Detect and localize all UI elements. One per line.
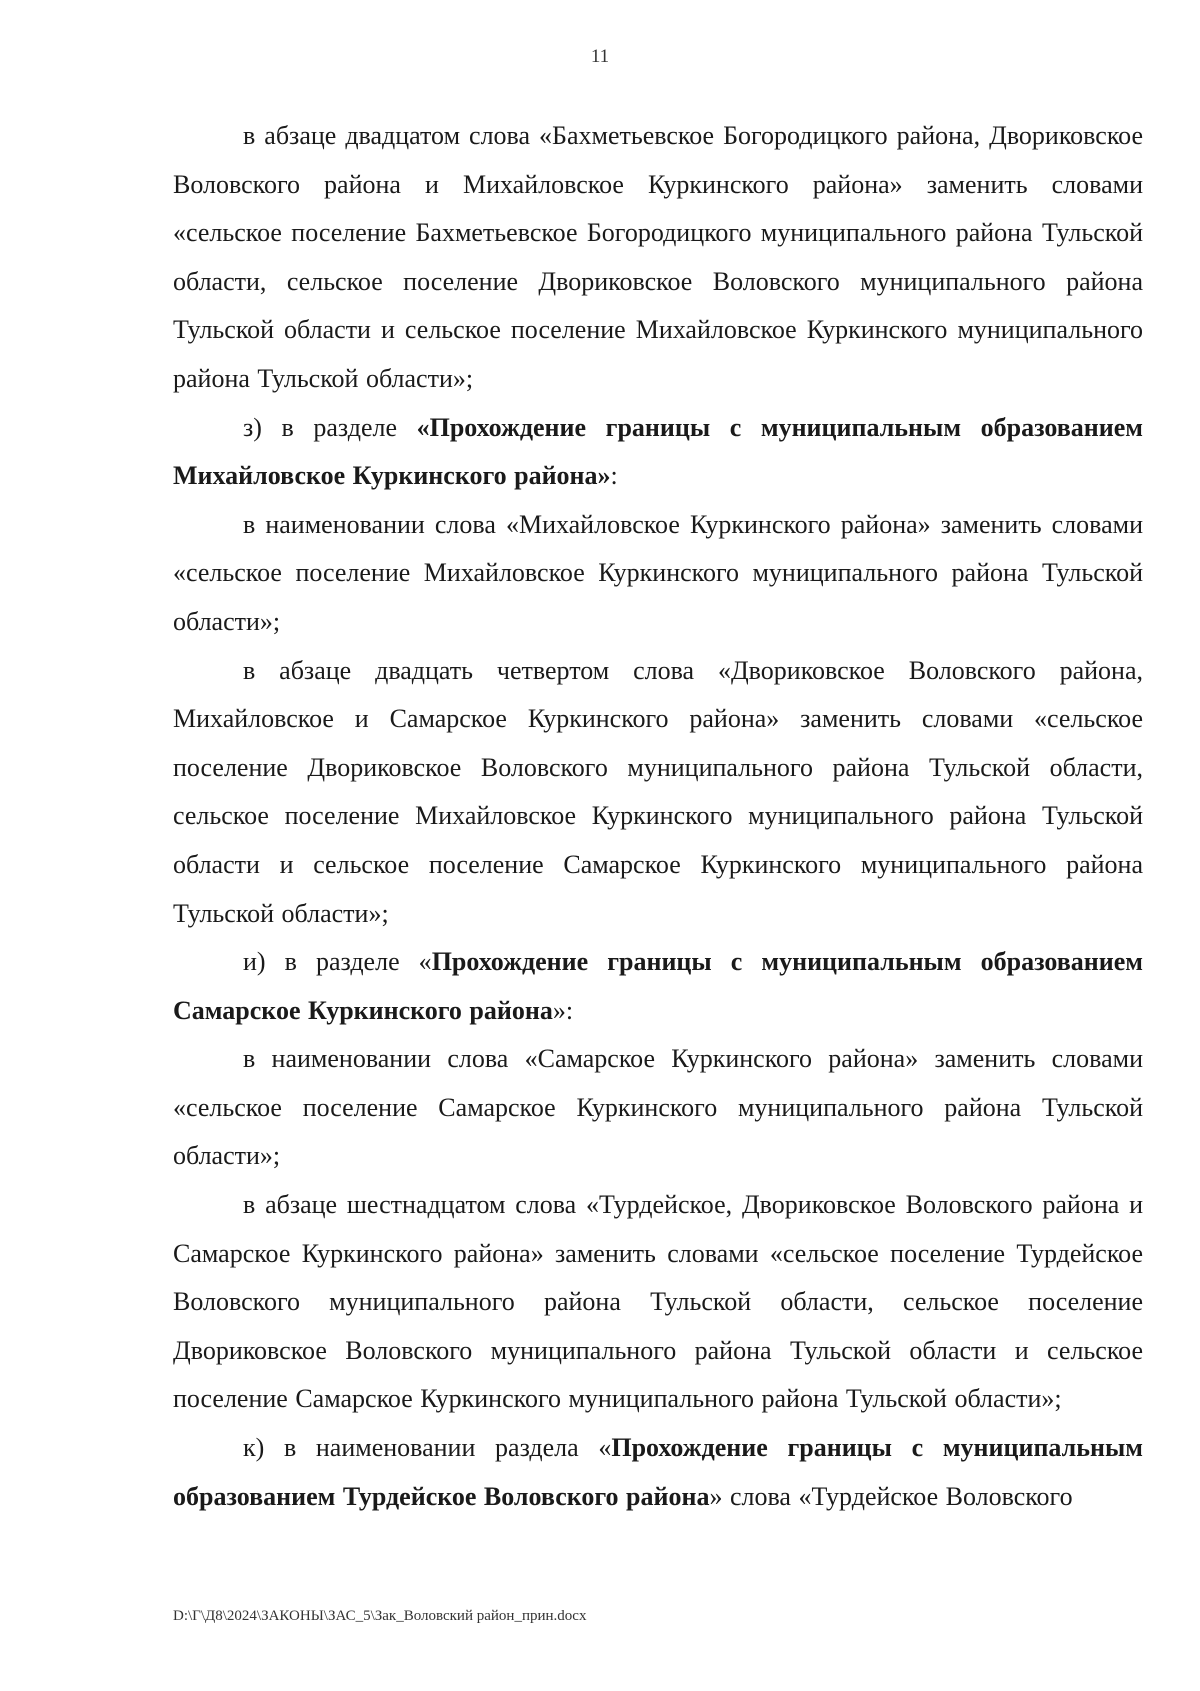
paragraph <box>173 1035 1143 1181</box>
text-run: к) в наименовании раздела « <box>243 1433 612 1463</box>
bold-text-run: «Прохождение границы с муниципальным образованием Михайловское Куркинского района» <box>173 412 1143 491</box>
text-run: и) в разделе « <box>243 947 432 977</box>
text-run: з) в разделе <box>243 412 417 442</box>
bold-text-run: Прохождение границы с муниципальным образованием Турдейское Воловского района <box>173 1433 1143 1511</box>
text-run: в абзаце двадцать четвертом слова «Двориковское Воловского района, Михайловское и Самарское Куркинского района» заменить словами «сельское поселение Двориковское Воловского муниципального района Тульской области, сельское поселение Михайловское Куркинского муниципального района Тульской области и сельское поселение Самарское Куркинского муниципального района Тульской области»; <box>173 655 1143 928</box>
paragraph <box>173 647 1143 939</box>
paragraph <box>173 404 1143 501</box>
text-run: » слова «Турдейское Воловского <box>709 1481 1073 1511</box>
paragraph <box>173 938 1143 1035</box>
text-run: »: <box>552 995 574 1025</box>
text-run: в абзаце шестнадцатом слова «Турдейское, Двориковское Воловского района и Самарское Куркинского района» заменить словами «сельское поселение Турдейское Воловского муниципального района Тульской области, сельское поселение Двориковское Воловского муниципального района Тульской области и сельское поселение Самарское Куркинского муниципального района Тульской области»; <box>173 1190 1143 1414</box>
paragraph <box>173 112 1143 404</box>
paragraph <box>173 1181 1143 1424</box>
text-run: в абзаце двадцатом слова «Бахметьевское Богородицкого района, Двориковское Воловского района и Михайловское Куркинского района» заменить словами «сельское поселение Бахметьевское Богородицкого муниципального района Тульской области, сельское поселение Двориковское Воловского муниципального района Тульской области и сельское поселение Михайловское Куркинского муниципального района Тульской области»; <box>173 121 1143 393</box>
bold-text-run: Прохождение границы с муниципальным образованием Самарское Куркинского района <box>173 947 1143 1025</box>
footer-file-path: D:\Г\Д8\2024\ЗАКОНЫ\ЗАС_5\Зак_Воловский район_прин.docx <box>173 1608 587 1624</box>
paragraph <box>173 1424 1143 1521</box>
paragraph <box>173 501 1143 647</box>
text-run: : <box>610 461 618 491</box>
text-run: в наименовании слова «Самарское Куркинского района» заменить словами «сельское поселение Самарское Куркинского муниципального района Тульской области»; <box>173 1044 1143 1171</box>
document-body <box>173 112 1143 1521</box>
page-number: 11 <box>590 46 610 67</box>
text-run: в наименовании слова «Михайловское Куркинского района» заменить словами «сельское поселение Михайловское Куркинского муниципального района Тульской области»; <box>173 509 1143 636</box>
